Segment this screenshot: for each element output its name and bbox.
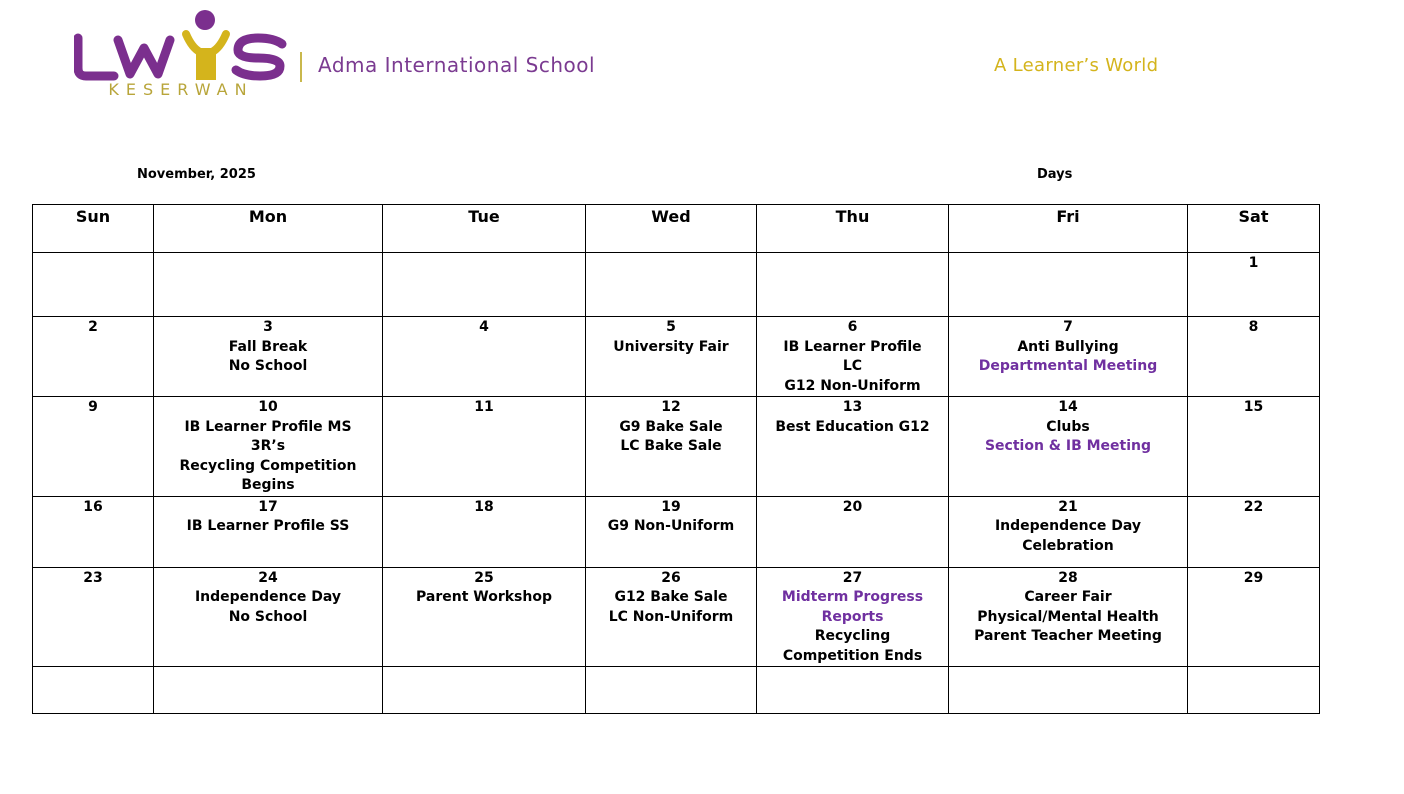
weekday-header: Mon [154,205,383,253]
calendar-day-cell [1188,496,1320,567]
day-number: 5 [666,319,676,335]
day-number: 21 [1058,498,1078,515]
calendar-event: Midterm Progress [781,589,924,605]
calendar-event: Reports [821,608,884,625]
day-number: 3 [263,319,273,335]
header-divider [300,52,302,82]
calendar-event: Competition Ends [782,647,923,664]
calendar-event: Section & IB Meeting [984,438,1152,454]
calendar-week-row [33,397,1320,497]
calendar-day-cell [154,317,383,397]
day-number: 1 [1248,255,1259,271]
calendar-event: LC Non-Uniform [608,608,734,625]
calendar-week-row [33,496,1320,567]
calendar-day-cell [383,397,586,497]
calendar-day-cell [949,317,1188,397]
calendar-week-row [33,253,1320,317]
calendar-day-cell [949,253,1188,317]
calendar-event: Parent Workshop [416,589,552,605]
weekday-header: Thu [757,205,949,253]
day-number: 11 [474,399,494,415]
school-tagline: A Learner’s World [994,55,1159,76]
day-number: 26 [661,569,681,586]
day-number: 29 [1243,569,1264,586]
page-header [0,0,1404,110]
calendar-day-cell [154,496,383,567]
calendar-event: Fall Break [228,338,308,355]
calendar-week-row [33,567,1320,667]
calendar-event: G9 Bake Sale [619,418,723,435]
day-number: 16 [83,498,103,515]
calendar-day-cell [383,567,586,667]
calendar-event: 3R’s [250,438,286,454]
calendar-day-cell [383,496,586,567]
calendar-day-cell [33,496,154,567]
calendar-day-cell [154,253,383,317]
weekday-header: Tue [383,205,586,253]
calendar-table [32,204,1320,714]
calendar-day-cell [1188,667,1320,714]
calendar-event: LC [842,358,863,374]
day-number: 2 [88,319,98,335]
lwis-logo-graphic [74,8,294,88]
day-number: 10 [258,399,278,415]
calendar-day-cell [383,667,586,714]
calendar-day-cell [949,496,1188,567]
calendar-day-cell [1188,317,1320,397]
day-number: 23 [83,569,103,586]
calendar-event: Anti Bullying [1017,338,1119,355]
calendar-day-cell [949,397,1188,497]
weekday-header: Fri [949,205,1188,253]
calendar-body [33,253,1320,714]
calendar-day-cell [154,397,383,497]
calendar-event: Recycling Competition [179,457,357,474]
day-number: 19 [661,498,681,515]
logo-subtitle: KESERWAN [108,80,254,99]
calendar-event: G12 Bake Sale [614,589,728,605]
calendar-day-cell [757,567,949,667]
calendar-day-cell [757,317,949,397]
calendar-event: Independence Day [194,589,342,605]
day-number: 13 [842,399,863,415]
day-number: 24 [258,569,278,586]
calendar-event: No School [228,358,308,374]
calendar-day-cell [154,567,383,667]
calendar-day-cell [1188,253,1320,317]
day-number: 14 [1058,399,1078,415]
calendar-day-cell [33,397,154,497]
calendar-day-cell [154,667,383,714]
day-number: 6 [847,319,858,335]
calendar-event: Departmental Meeting [978,358,1158,374]
calendar-event: Independence Day [994,518,1142,534]
calendar-day-cell [33,567,154,667]
day-number: 12 [661,399,681,415]
calendar-week-row [33,317,1320,397]
day-number: 18 [474,498,494,515]
calendar-day-cell [586,317,757,397]
calendar-event: G12 Non-Uniform [784,377,921,394]
calendar-event: Clubs [1046,418,1090,435]
calendar-day-cell [949,667,1188,714]
calendar-event: LC Bake Sale [620,438,722,454]
day-number: 8 [1248,319,1259,335]
calendar-day-cell [586,567,757,667]
day-number: 25 [474,569,494,586]
calendar-event: Career Fair [1024,589,1112,605]
calendar-event: Celebration [1022,537,1114,554]
weekday-header: Sat [1188,205,1320,253]
calendar-event: Recycling [814,628,891,644]
day-number: 22 [1243,498,1264,515]
days-label: Days [1037,167,1073,182]
calendar-event: IB Learner Profile MS [184,418,352,435]
weekday-header: Sun [33,205,154,253]
calendar-event: No School [228,608,308,625]
calendar-day-cell [1188,397,1320,497]
calendar-day-cell [33,317,154,397]
calendar-day-cell [757,253,949,317]
calendar-day-cell [33,253,154,317]
weekday-header: Wed [586,205,757,253]
day-number: 15 [1243,399,1264,415]
calendar-event: Best Education G12 [775,418,930,435]
calendar-event: Parent Teacher Meeting [974,628,1162,644]
calendar-day-cell [383,317,586,397]
calendar-event: University Fair [613,338,729,355]
calendar-event: Physical/Mental Health [977,608,1159,625]
day-number: 17 [258,498,278,515]
calendar-day-cell [586,667,757,714]
calendar-day-cell [586,496,757,567]
calendar-day-cell [586,397,757,497]
school-logo [74,8,294,100]
calendar-day-cell [383,253,586,317]
calendar-event: Begins [241,477,295,493]
day-number: 7 [1063,319,1073,335]
calendar-week-row [33,667,1320,714]
calendar-day-cell [586,253,757,317]
month-label: November, 2025 [137,167,256,182]
day-number: 28 [1058,569,1078,586]
weekday-header-row [33,205,1320,253]
calendar-event: IB Learner Profile [783,338,922,355]
day-number: 20 [842,498,863,515]
calendar-day-cell [1188,567,1320,667]
calendar-day-cell [33,667,154,714]
calendar-day-cell [757,397,949,497]
calendar-day-cell [757,496,949,567]
school-name: Adma International School [318,53,596,77]
calendar-event: IB Learner Profile SS [186,518,350,534]
day-number: 9 [88,399,98,415]
calendar-day-cell [949,567,1188,667]
calendar-event: G9 Non-Uniform [607,518,735,534]
day-number: 4 [479,319,489,335]
day-number: 27 [842,569,863,586]
calendar-day-cell [757,667,949,714]
